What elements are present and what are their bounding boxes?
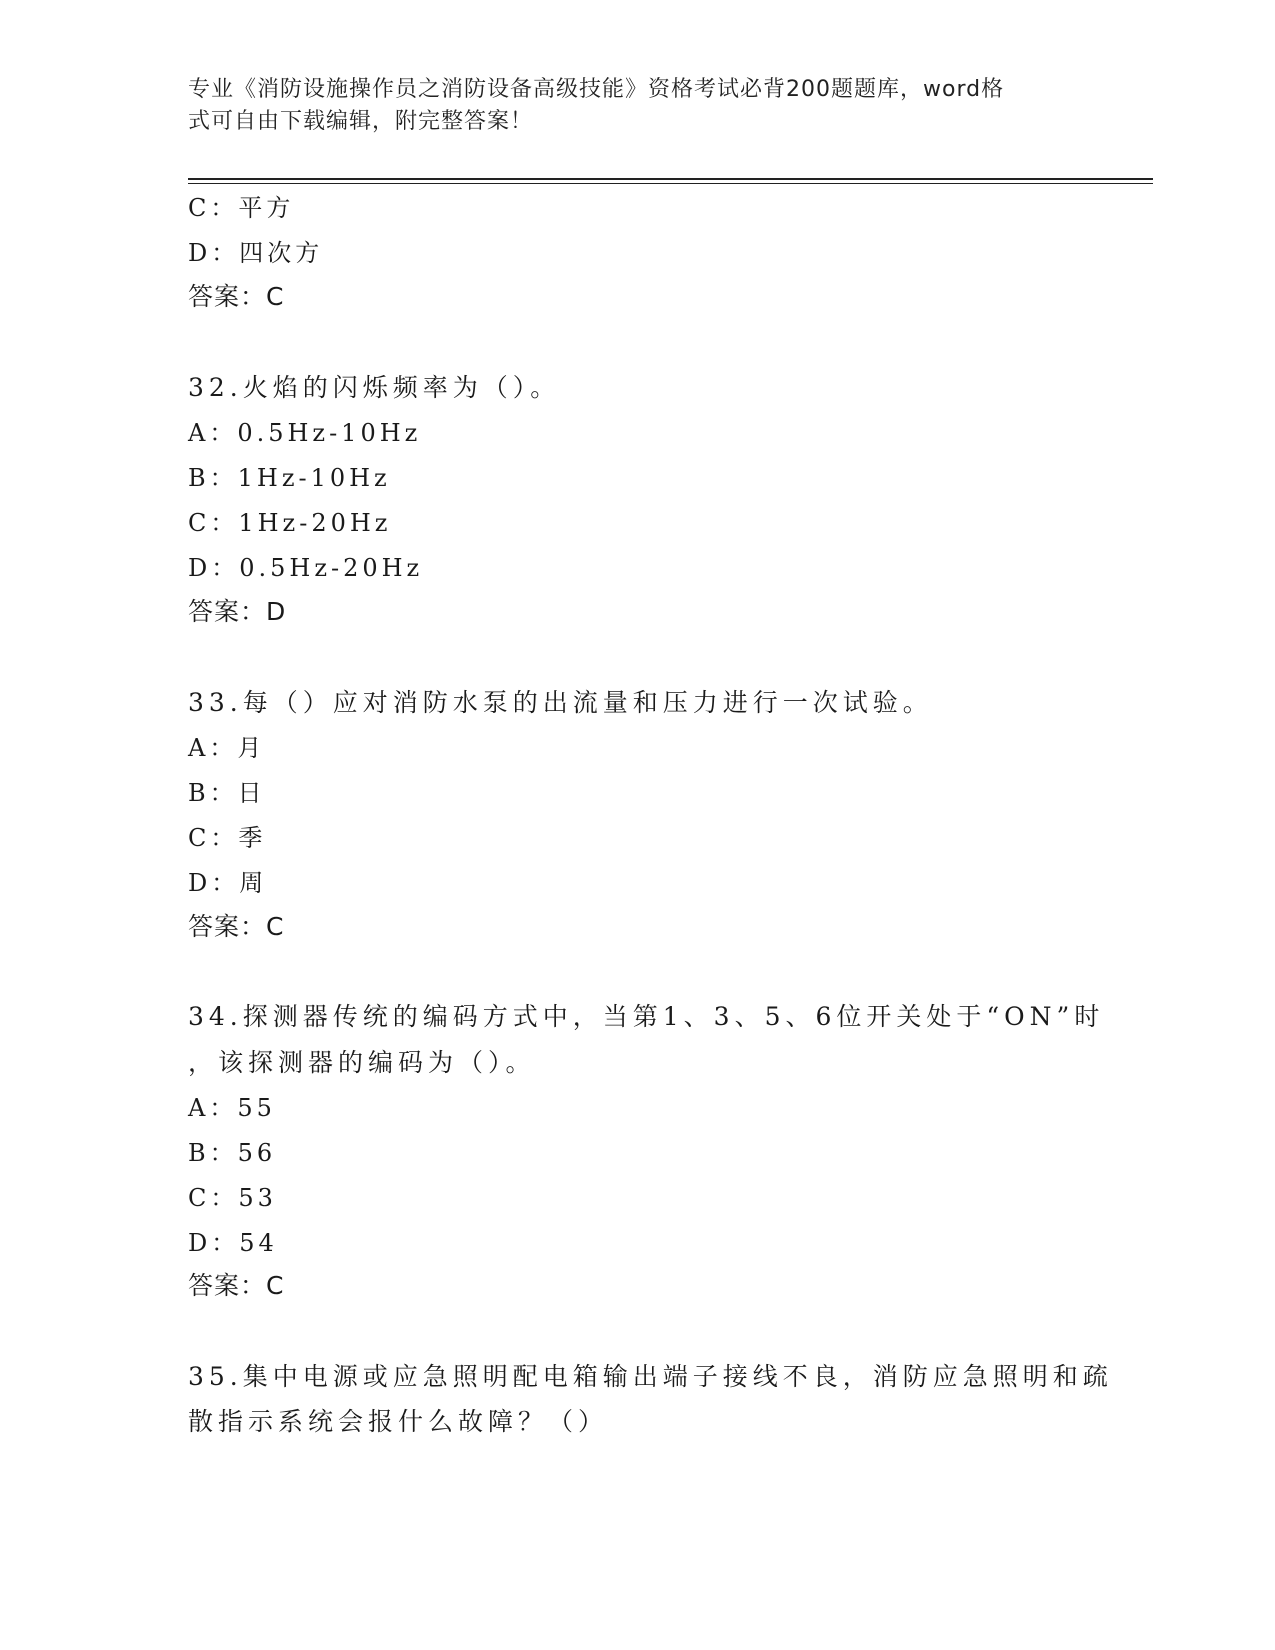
header-line-2: 式可自由下载编辑，附完整答案！ [188, 109, 534, 134]
q33-option-a: A：月 [188, 734, 266, 762]
header-rule-thick [188, 178, 1153, 180]
q34-option-c: C：53 [188, 1184, 277, 1212]
q34-stem-line-1: 34.探测器传统的编码方式中，当第1、3、5、6位开关处于“ON”时 [188, 1002, 1105, 1031]
q33-option-b: B：日 [188, 779, 266, 807]
prev-option-d: D：四次方 [188, 239, 324, 267]
q32-option-b: B：1Hz-10Hz [188, 464, 391, 492]
q33-option-c: C：季 [188, 824, 267, 852]
q33-stem: 33.每（）应对消防水泵的出流量和压力进行一次试验。 [188, 688, 933, 717]
header-rule-thin [188, 183, 1153, 184]
q32-option-c: C：1Hz-20Hz [188, 509, 392, 537]
q34-answer: 答案：C [188, 1271, 285, 1300]
q32-answer: 答案：D [188, 597, 287, 626]
document-header [188, 74, 1088, 138]
prev-answer: 答案：C [188, 282, 285, 311]
q34-option-d: D：54 [188, 1229, 278, 1257]
q32-option-d: D：0.5Hz-20Hz [188, 554, 424, 582]
q35-stem-line-1: 35.集中电源或应急照明配电箱输出端子接线不良，消防应急照明和疏 [188, 1362, 1113, 1391]
q32-stem: 32.火焰的闪烁频率为（）。 [188, 373, 561, 402]
q33-answer: 答案：C [188, 912, 285, 941]
q32-option-a: A：0.5Hz-10Hz [188, 419, 422, 447]
q34-option-a: A：55 [188, 1094, 276, 1122]
header-line-1: 专业《消防设施操作员之消防设备高级技能》资格考试必背200题题库，word格 [188, 77, 1005, 102]
q35-stem-line-2: 散指示系统会报什么故障？（） [188, 1407, 609, 1436]
q33-option-d: D：周 [188, 869, 268, 897]
q34-option-b: B：56 [188, 1139, 277, 1167]
q34-stem-line-2: ，该探测器的编码为（）。 [188, 1048, 536, 1077]
prev-option-c: C：平方 [188, 194, 295, 222]
